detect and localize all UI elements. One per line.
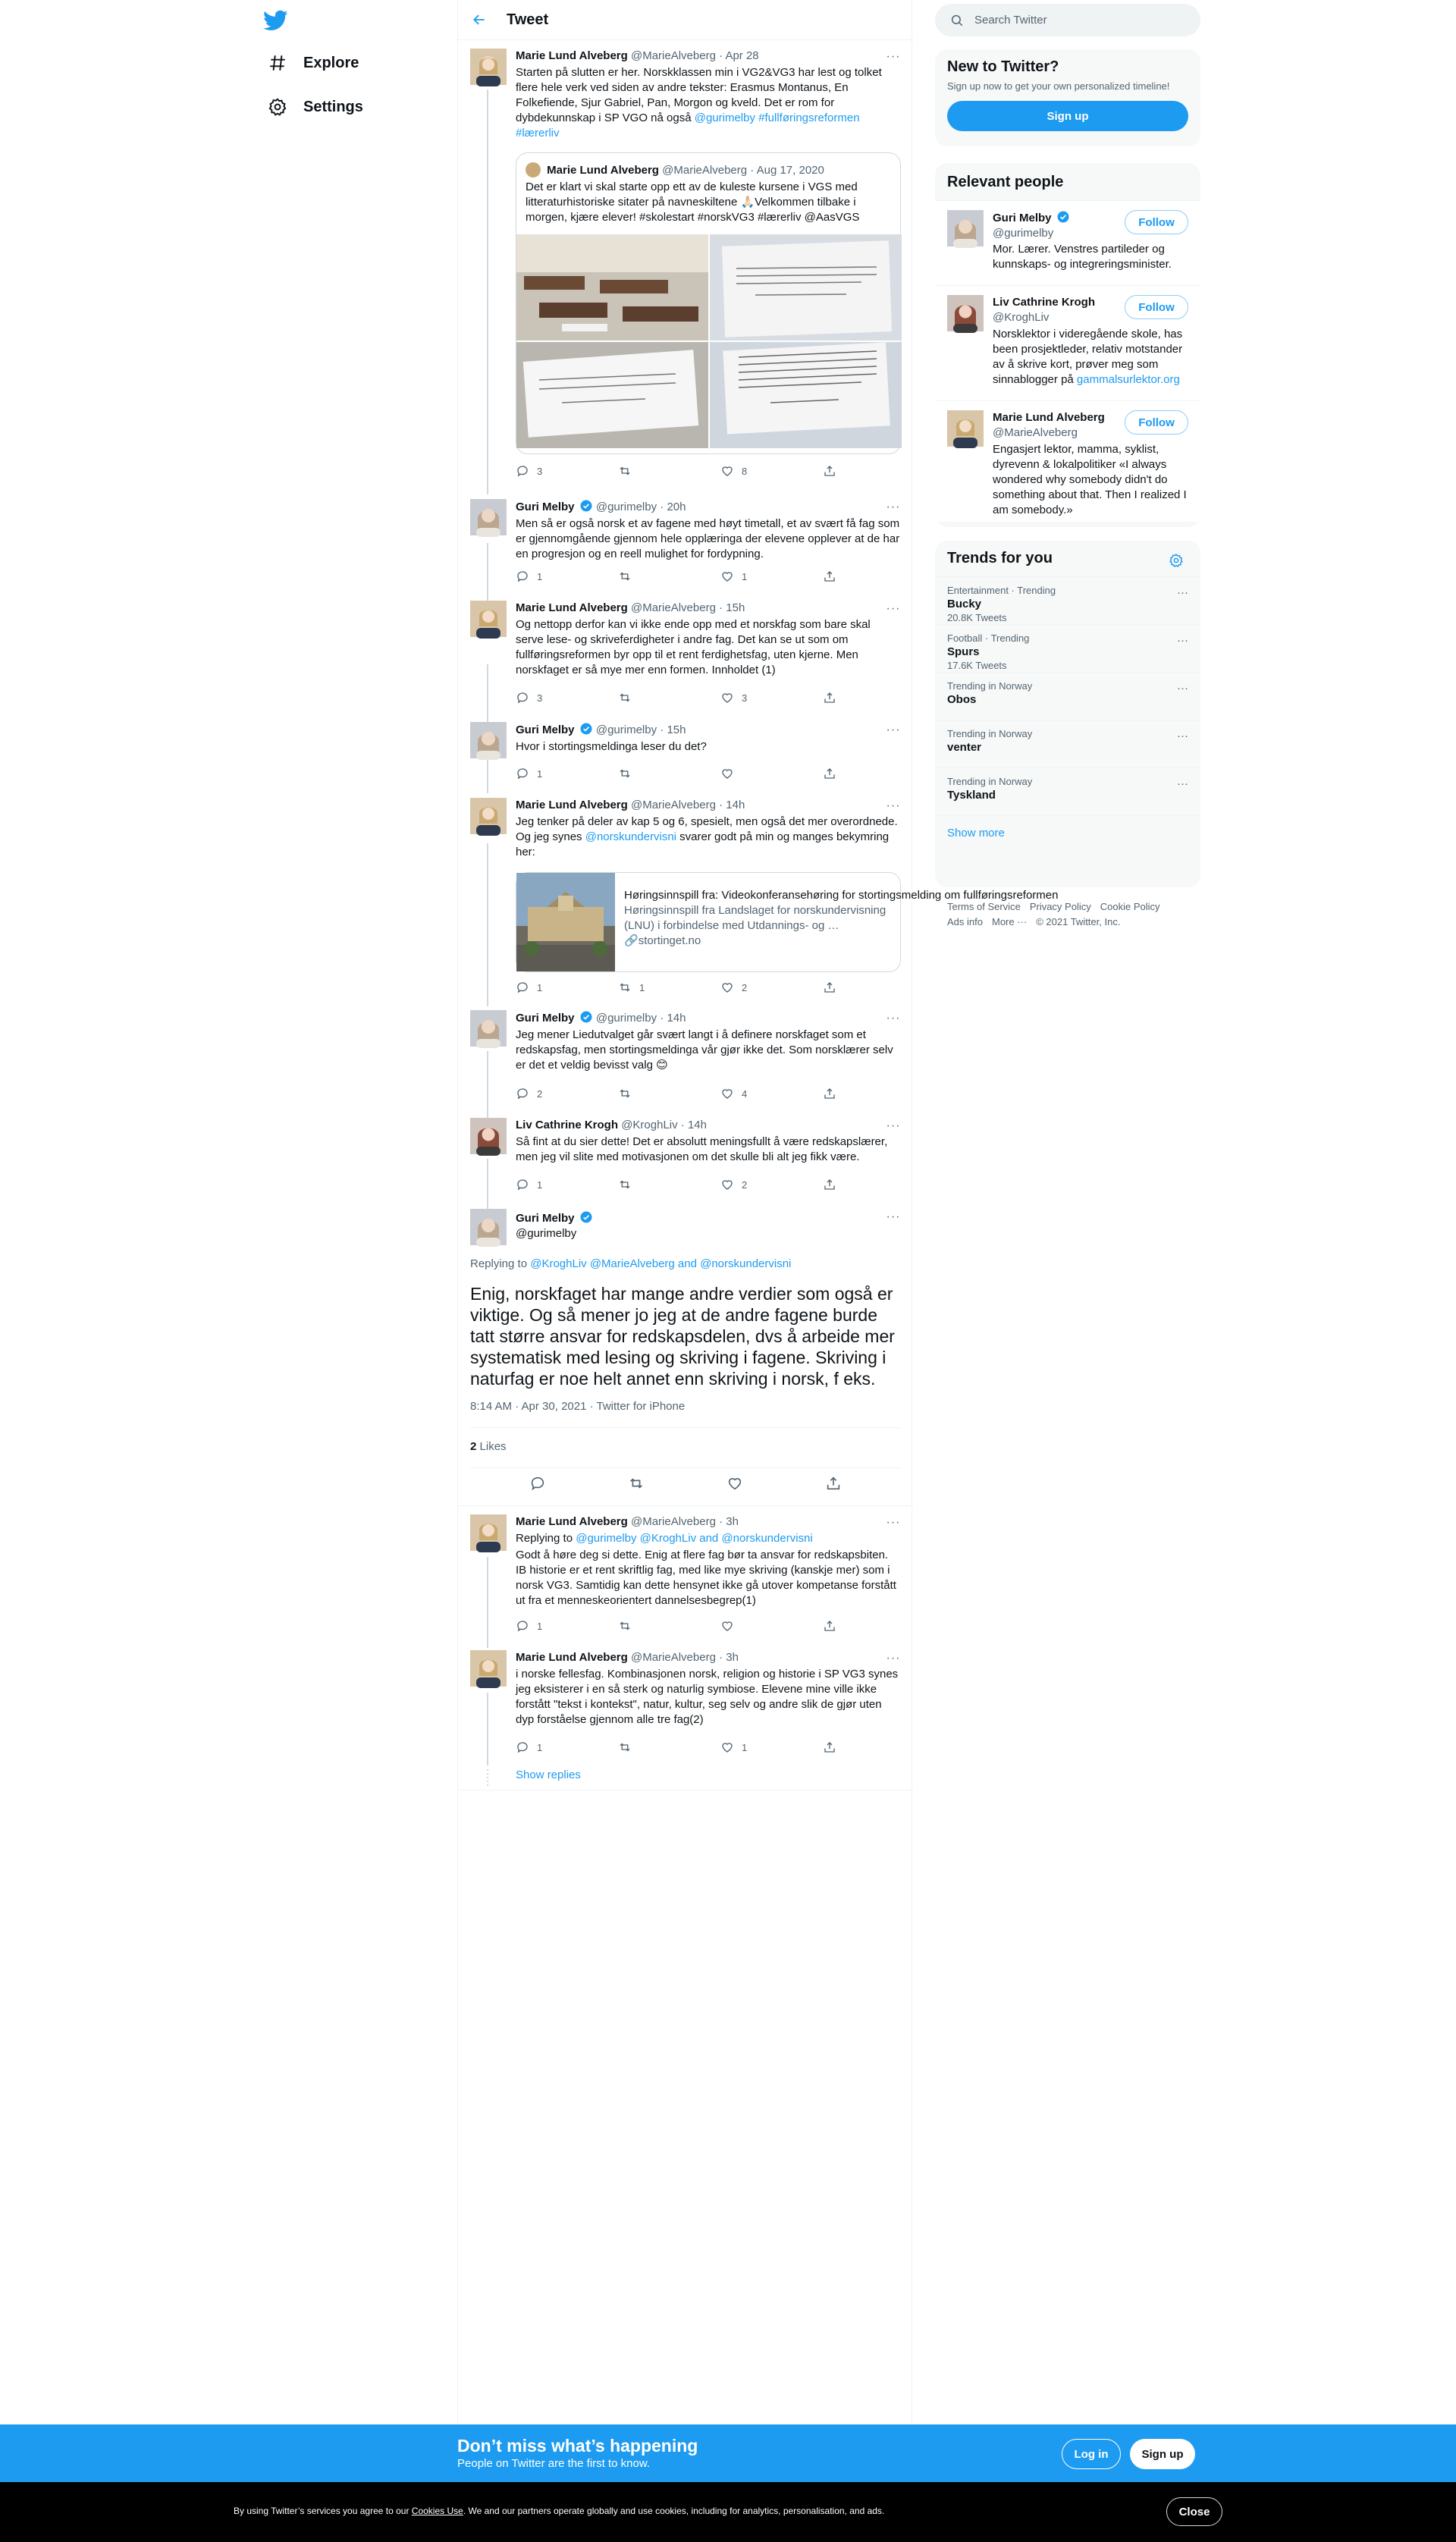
cookie-banner [0, 2482, 1456, 2542]
avatar[interactable] [470, 499, 507, 535]
heart-icon[interactable] [726, 1475, 743, 1492]
tweet-actions [516, 463, 838, 479]
back-arrow-icon[interactable] [458, 12, 500, 27]
more-icon[interactable]: ··· [1177, 682, 1188, 695]
share-button[interactable] [823, 1618, 838, 1633]
heart-icon [720, 1740, 734, 1754]
author-handle[interactable]: @MarieAlveberg [630, 601, 716, 614]
thread-line [487, 843, 488, 1006]
avatar[interactable] [470, 1118, 507, 1154]
divider [458, 1505, 913, 1506]
footer-link[interactable]: More ··· [991, 916, 1028, 927]
person-name[interactable]: Marie Lund Alveberg [993, 411, 1105, 424]
replying-to: Replying to @gurimelby @KroghLiv and @norskundervisni [516, 1532, 813, 1545]
reply-button[interactable]: 2 [516, 1086, 618, 1101]
media-photo[interactable] [710, 342, 902, 448]
retweet-button[interactable] [618, 766, 720, 781]
nav-explore[interactable] [267, 44, 359, 82]
hashtag-link[interactable]: #fullføringsreformen #lærerliv [516, 111, 860, 140]
follow-button[interactable]: Follow [1125, 410, 1188, 435]
avatar[interactable] [470, 798, 507, 834]
share-button[interactable] [823, 980, 838, 995]
reply-icon [516, 1087, 529, 1100]
reply-icon [516, 767, 529, 780]
person-card[interactable] [935, 200, 1200, 285]
quote-avatar [526, 162, 541, 177]
avatar[interactable] [947, 410, 984, 447]
share-button[interactable] [823, 766, 838, 781]
search-placeholder: Search Twitter [974, 14, 1047, 27]
verified-badge-icon [1056, 210, 1070, 224]
tweet-header: Liv Cathrine Krogh @KroghLiv · 14h [516, 1119, 707, 1131]
quoted-tweet[interactable] [516, 152, 901, 454]
person-bio: Norsklektor i videregående skole, has been prosjektleder, relativ motstander av å skrive kort, prøver meg som sinnablogger på gammalsurlektor.org [993, 328, 1183, 386]
verified-badge-icon [579, 722, 593, 736]
show-replies-link[interactable]: Show replies [516, 1768, 581, 1781]
more-icon[interactable]: ··· [886, 1652, 901, 1665]
heart-icon [720, 691, 734, 705]
thread-line [487, 664, 488, 725]
retweet-button[interactable] [618, 569, 720, 584]
tweet-header: Guri Melby @gurimelby · 15h [516, 723, 686, 736]
more-icon[interactable]: ··· [886, 1210, 901, 1223]
tweet-actions [516, 766, 838, 781]
cookie-text: By using Twitter’s services you agree to our Cookies Use. We and our partners operate globally and use cookies, including for analytics, personalisation, and ads. [234, 2506, 885, 2516]
heart-icon [720, 1087, 734, 1100]
retweet-icon [618, 1178, 632, 1191]
person-handle[interactable]: @KroghLiv [993, 311, 1050, 324]
reply-icon [516, 981, 529, 994]
bio-link[interactable]: gammalsurlektor.org [1076, 373, 1180, 386]
reply-button[interactable]: 1 [516, 980, 618, 995]
footer-link[interactable]: Cookie Policy [1100, 901, 1160, 912]
tweet-text: Jeg tenker på deler av kap 5 og 6, spesielt, men også det mer overordnede. Og jeg synes @norskundervisni svarer godt på min og manges bekymring her: [516, 815, 898, 858]
avatar[interactable] [470, 1010, 507, 1047]
reply-icon [516, 1740, 529, 1754]
author-name[interactable]: Marie Lund Alveberg [516, 1651, 628, 1664]
sign-up-button[interactable]: Sign up [947, 101, 1188, 131]
heart-icon [720, 767, 734, 780]
avatar[interactable] [470, 722, 507, 758]
share-button[interactable] [823, 1177, 838, 1192]
thread-line-dotted [487, 1769, 488, 1786]
author-handle[interactable]: @MarieAlveberg [630, 1515, 716, 1528]
tweet-header: Marie Lund Alveberg @MarieAlveberg · 14h [516, 799, 745, 811]
follow-button[interactable]: Follow [1125, 210, 1188, 234]
retweet-icon [618, 767, 632, 780]
share-icon [823, 1087, 836, 1100]
heart-icon [720, 981, 734, 994]
settings-gear-icon[interactable] [1169, 553, 1184, 571]
quote-text: Det er klart vi skal starte opp ett av de kuleste kursene i VGS med litteraturhistoriske sitater på navneskiltene 🙏🏻Velkommen tilbake i morgen, kjære elever! #skolestart #norskVG3 #lærerliv @AasVGS [526, 180, 860, 224]
close-button[interactable]: Close [1166, 2497, 1222, 2526]
author-handle[interactable]: @gurimelby [595, 723, 657, 736]
thread-line [487, 89, 488, 494]
nav-settings-label: Settings [303, 98, 363, 115]
focal-tweet [458, 1209, 913, 1451]
retweet-button[interactable] [618, 1177, 720, 1192]
replying-to: Replying to @KroghLiv @MarieAlveberg and @norskundervisni [470, 1257, 792, 1270]
tweet-time[interactable]: Apr 28 [725, 49, 759, 62]
author-name[interactable]: Marie Lund Alveberg [516, 799, 628, 811]
nav-explore-label: Explore [303, 54, 359, 71]
author-handle[interactable]: @gurimelby [595, 1012, 657, 1025]
cookies-use-link[interactable]: Cookies Use [411, 2506, 463, 2516]
reply-button[interactable]: 1 [516, 569, 618, 584]
reply-button[interactable]: 1 [516, 1618, 618, 1633]
like-button[interactable]: 3 [720, 690, 823, 705]
footer-links [947, 899, 1190, 930]
trend-item[interactable]: Entertainment · Trending Bucky 20.8K Tweets ··· [935, 576, 1200, 624]
thread-line [487, 1159, 488, 1212]
more-icon[interactable]: ··· [886, 1012, 901, 1025]
link-icon: 🔗 [624, 934, 639, 947]
likes-count[interactable]: 2 Likes [470, 1440, 507, 1453]
tweet-text: Starten på slutten er her. Norskklassen min i VG2&VG3 har lest og tolket flere hele verk ved siden av andre tekster: Erasmus Montanus, En Folkefiende, Sjur Gabriel, Pan, Morgon og kveld. Det er rom for dybdekunnskap i SP VGO nå også @gurimelby #fullføringsreformen #lærerliv [516, 66, 882, 140]
nav-settings[interactable] [267, 88, 363, 126]
author-name[interactable]: Marie Lund Alveberg [516, 1515, 628, 1528]
share-icon [823, 1740, 836, 1754]
gear-icon [267, 96, 288, 118]
tweet-time[interactable]: 15h [726, 601, 745, 614]
tweet-text: Hvor i stortingsmeldinga leser du det? [516, 740, 707, 753]
retweet-icon [618, 570, 632, 583]
retweet-icon [618, 691, 632, 705]
new-to-twitter-panel [935, 49, 1200, 146]
reply-icon [516, 464, 529, 478]
share-icon[interactable] [825, 1475, 842, 1492]
like-button[interactable]: 4 [720, 1086, 823, 1101]
share-icon [823, 570, 836, 583]
tweet-text: Så fint at du sier dette! Det er absolutt meningsfullt å være redskapslærer, men jeg vil slite med motivasjonen om det skulle bli alt jeg fikk være. [516, 1135, 888, 1163]
tweet-actions [516, 690, 838, 705]
tweet-time[interactable]: 14h [667, 1012, 686, 1025]
tweet-text: Jeg mener Liedutvalget går svært langt i å definere norskfaget som et redskapsfag, men stortingsmeldinga vår gjør ikke det. Som norsklærer selv er det et veldig bevisst valg 😊 [516, 1028, 893, 1072]
reply-icon [516, 1178, 529, 1191]
more-icon[interactable]: ··· [1177, 730, 1188, 742]
hashtag-icon [267, 52, 288, 74]
tweet-actions [516, 1177, 838, 1192]
retweet-button[interactable] [618, 690, 720, 705]
retweet-icon [618, 1619, 632, 1633]
tweet-time[interactable]: 15h [667, 723, 686, 736]
reply-button[interactable]: 3 [516, 463, 618, 479]
retweet-button[interactable]: 1 [618, 980, 720, 995]
more-icon[interactable]: ··· [886, 1119, 901, 1132]
link-card-image [516, 873, 615, 971]
retweet-button[interactable] [618, 463, 720, 479]
reply-icon [516, 570, 529, 583]
twitter-logo-icon[interactable] [262, 8, 293, 38]
author-name[interactable]: Guri Melby [516, 1212, 575, 1225]
more-icon[interactable]: ··· [886, 723, 901, 736]
media-photo[interactable] [516, 234, 708, 341]
page-header [458, 0, 913, 40]
retweet-button[interactable] [618, 1618, 720, 1633]
like-button[interactable]: 1 [720, 569, 823, 584]
signup-banner [0, 2424, 1456, 2482]
author-handle[interactable]: @KroghLiv [621, 1119, 678, 1131]
banner-subtitle: People on Twitter are the first to know. [457, 2457, 651, 2470]
retweet-button[interactable] [618, 1740, 720, 1755]
avatar[interactable] [947, 295, 984, 331]
tweet-actions [516, 569, 838, 584]
more-icon[interactable]: ··· [1177, 634, 1188, 647]
reply-button[interactable]: 1 [516, 1740, 618, 1755]
search-icon [950, 14, 964, 27]
tweet-header: Guri Melby @gurimelby · 14h [516, 1012, 686, 1025]
author-name[interactable]: Guri Melby [516, 1012, 575, 1025]
heart-icon [720, 464, 734, 478]
like-button[interactable]: 1 [720, 1740, 823, 1755]
retweet-icon [618, 1087, 632, 1100]
tweet-time[interactable]: 14h [726, 799, 745, 811]
trend-item[interactable]: Trending in Norway Obos ··· [935, 672, 1200, 720]
tweet-text: Og nettopp derfor kan vi ikke ende opp med et norskfag som bare skal serve lese- og skriveferdigheter i andre fag. Det kan se ut som om fullføringsreformen byr opp til et rent ferdighetsfag, uten kjerne. Men norskfaget er så mye mer enn formen. Innholdet (1) [516, 618, 871, 676]
author-handle[interactable]: @gurimelby [516, 1227, 577, 1240]
tweet-actions [516, 1618, 838, 1633]
share-button[interactable] [823, 463, 838, 479]
link-card-title: Høringsinnspill fra: Videokonferansehøring for stortingsmelding om fullføringsreformen [624, 889, 1059, 902]
search-input[interactable] [935, 4, 1200, 36]
trend-item[interactable]: Trending in Norway venter ··· [935, 720, 1200, 767]
more-icon[interactable]: ··· [1177, 586, 1188, 599]
tweet-text: Men så er også norsk et av fagene med høyt timetall, et av svært få fag som er gjennomgående gjennom hele opplæringa der elevene opplever at de har en progresjon og en reell mulighet for fordypning. [516, 517, 900, 560]
share-icon [823, 464, 836, 478]
share-icon [823, 1178, 836, 1191]
trends-panel [935, 541, 1200, 887]
author-name[interactable]: Liv Cathrine Krogh [516, 1119, 619, 1131]
like-button[interactable]: 8 [720, 463, 823, 479]
person-card[interactable] [935, 400, 1200, 522]
log-in-button[interactable]: Log in [1062, 2439, 1121, 2469]
tweet-time[interactable]: 14h [687, 1119, 707, 1131]
avatar[interactable] [470, 601, 507, 637]
footer-link[interactable]: Ads info [947, 916, 983, 927]
more-icon[interactable]: ··· [886, 799, 901, 812]
media-photo[interactable] [516, 342, 708, 448]
tweet-header: Marie Lund Alveberg @MarieAlveberg · Apr 28 [516, 49, 759, 62]
relevant-people-panel [935, 163, 1200, 527]
verified-badge-icon [579, 1210, 593, 1224]
reply-icon[interactable] [529, 1475, 546, 1492]
share-button[interactable] [823, 1740, 838, 1755]
share-button[interactable] [823, 690, 838, 705]
retweet-button[interactable] [618, 1086, 720, 1101]
author-name[interactable]: Guri Melby [516, 501, 575, 513]
share-button[interactable] [823, 569, 838, 584]
author-handle[interactable]: @MarieAlveberg [630, 1651, 716, 1664]
avatar[interactable] [470, 1209, 507, 1245]
verified-badge-icon [579, 499, 593, 513]
avatar[interactable] [470, 1514, 507, 1551]
like-button[interactable] [720, 1618, 823, 1633]
tweet-text: i norske fellesfag. Kombinasjonen norsk, religion og historie i SP VG3 synes jeg eksisterer i en så sterk og naturlig symbiose. Elevene mine ville ikke forstått "tekst i kontekst", natur, kultur, seg selv og andre slik de gjør uten dyp forståelse gjennom alle tre fag(2) [516, 1668, 899, 1726]
link-card-url: 🔗stortinget.no [624, 934, 701, 947]
copyright: © 2021 Twitter, Inc. [1036, 916, 1121, 927]
person-handle[interactable]: @MarieAlveberg [993, 426, 1078, 439]
avatar[interactable] [470, 1650, 507, 1687]
author-handle[interactable]: @MarieAlveberg [630, 49, 716, 62]
tweet-header: Marie Lund Alveberg @MarieAlveberg · 3h [516, 1651, 739, 1664]
tweet-time[interactable]: 3h [726, 1651, 739, 1664]
sign-up-button[interactable]: Sign up [1130, 2439, 1195, 2469]
quote-media-grid[interactable] [516, 234, 900, 448]
focal-actions [458, 1475, 913, 1498]
share-button[interactable] [823, 1086, 838, 1101]
tweet-actions [516, 1740, 838, 1755]
person-bio: Engasjert lektor, mamma, syklist, dyrevenn & lokalpolitiker «I always wondered why somebody didn't do something about that. Then I realized I am somebody.» [993, 443, 1187, 516]
retweet-icon [618, 1740, 632, 1754]
reply-icon [516, 691, 529, 705]
person-card[interactable] [935, 285, 1200, 400]
person-handle[interactable]: @gurimelby [993, 227, 1054, 240]
person-name[interactable]: Guri Melby [993, 212, 1052, 224]
page-title: Tweet [507, 11, 549, 28]
person-bio: Mor. Lærer. Venstres partileder og kunnskaps- og integreringsminister. [993, 243, 1172, 271]
more-icon[interactable]: ··· [886, 50, 901, 63]
tweet-header: Marie Lund Alveberg @MarieAlveberg · 15h [516, 601, 745, 614]
new-to-twitter-title: New to Twitter? [947, 58, 1059, 75]
trends-title: Trends for you [947, 550, 1053, 566]
footer-link[interactable]: Privacy Policy [1029, 901, 1091, 912]
tweet-text: Godt å høre deg si dette. Enig at flere fag bør ta ansvar for redskapsbiten. IB historie er et rent skriftlig fag, med like mye skriving (kanskje mer) som i norsk VG3. Samtidig kan dette hensynet ikke gå utover kompetanse forstått ut fra et menneskeorientert dannelsesbegrep(1) [516, 1549, 896, 1607]
heart-icon [720, 1619, 734, 1633]
reply-button[interactable]: 1 [516, 1177, 618, 1192]
share-icon [823, 767, 836, 780]
author-name[interactable]: Marie Lund Alveberg [516, 49, 628, 62]
mention-link[interactable]: @norskundervisni [585, 830, 676, 843]
divider [470, 1427, 901, 1428]
verified-badge-icon [579, 1010, 593, 1024]
author-name[interactable]: Marie Lund Alveberg [516, 601, 628, 614]
share-icon [823, 1619, 836, 1633]
replying-to-links[interactable]: @KroghLiv @MarieAlveberg and @norskundervisni [530, 1257, 792, 1270]
heart-icon [720, 570, 734, 583]
quote-header: Marie Lund Alveberg @MarieAlveberg · Aug 17, 2020 [516, 153, 900, 178]
relevant-people-title: Relevant people [947, 174, 1064, 190]
more-icon[interactable]: ··· [886, 602, 901, 615]
tweet-header: Guri Melby @gurimelby · 20h [516, 501, 686, 513]
new-to-twitter-subtitle: Sign up now to get your own personalized timeline! [947, 80, 1170, 92]
retweet-icon[interactable] [628, 1475, 645, 1492]
more-icon[interactable]: ··· [886, 501, 901, 513]
heart-icon [720, 1178, 734, 1191]
show-more-link[interactable]: Show more [935, 815, 1200, 850]
retweet-icon [618, 464, 632, 478]
like-button[interactable]: 2 [720, 980, 823, 995]
trend-item[interactable]: Football · Trending Spurs 17.6K Tweets ··· [935, 624, 1200, 672]
author-handle[interactable]: @MarieAlveberg [630, 799, 716, 811]
avatar[interactable] [470, 49, 507, 85]
footer-link[interactable]: Terms of Service [947, 901, 1021, 912]
more-icon[interactable]: ··· [886, 1516, 901, 1529]
tweet-actions [516, 1086, 838, 1101]
trend-item[interactable]: Trending in Norway Tyskland ··· [935, 767, 1200, 815]
media-photo[interactable] [710, 234, 902, 341]
share-icon [823, 981, 836, 994]
thread-line [487, 1051, 488, 1122]
person-name[interactable]: Liv Cathrine Krogh [993, 296, 1096, 309]
tweet-timestamp[interactable]: 8:14 AM · Apr 30, 2021 · Twitter for iPhone [470, 1400, 686, 1413]
like-button[interactable]: 2 [720, 1177, 823, 1192]
tweet-header: Marie Lund Alveberg @MarieAlveberg · 3h [516, 1515, 739, 1528]
retweet-icon [618, 981, 632, 994]
divider [470, 1467, 901, 1468]
thread-line [487, 1693, 488, 1765]
avatar[interactable] [947, 210, 984, 246]
banner-title: Don’t miss what’s happening [457, 2436, 698, 2456]
thread-line [487, 1557, 488, 1648]
link-card-description: Høringsinnspill fra Landslaget for norskundervisning (LNU) i forbindelse med Utdannings- og … [624, 904, 886, 932]
follow-button[interactable]: Follow [1125, 295, 1188, 319]
reply-icon [516, 1619, 529, 1633]
reply-button[interactable]: 3 [516, 690, 618, 705]
tweet-time[interactable]: 3h [726, 1515, 739, 1528]
author-handle[interactable]: @gurimelby [595, 501, 657, 513]
tweet-actions [516, 980, 838, 995]
more-icon[interactable]: ··· [1177, 777, 1188, 790]
share-icon [823, 691, 836, 705]
reply-button[interactable]: 1 [516, 766, 618, 781]
focal-tweet-text: Enig, norskfaget har mange andre verdier som også er viktige. Og så mener jo jeg at de andre fagene burde tatt større ansvar for redskapsdelen, dvs å arbeide mer systematisk med lesing og skriving i fagene. Skriving i naturfag er noe helt annet enn skriving i norsk, f eks. [470, 1284, 895, 1389]
author-name[interactable]: Guri Melby [516, 723, 575, 736]
like-button[interactable] [720, 766, 823, 781]
tweet-time[interactable]: 20h [667, 501, 686, 513]
mention-link[interactable]: @gurimelby [694, 111, 755, 124]
